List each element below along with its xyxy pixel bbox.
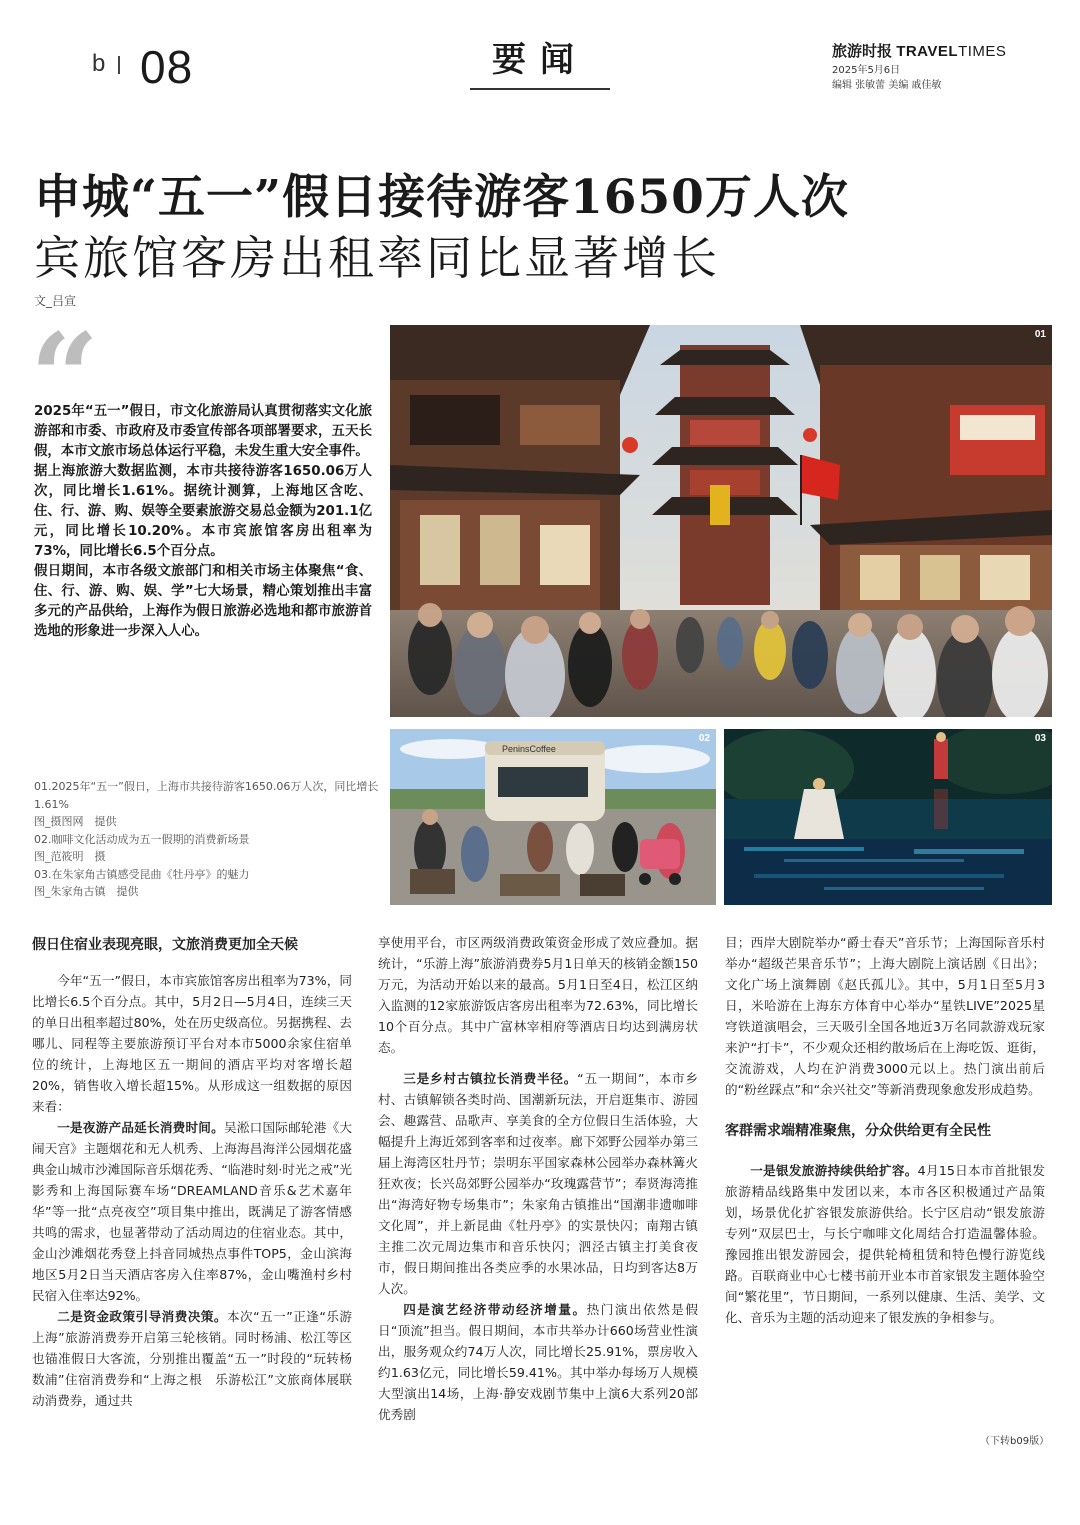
body-paragraph	[378, 1068, 698, 1299]
paragraph-text: 4月15日本市首批银发旅游精品线路集中发团以来，本市各区积极通过产品策划，场景优化扩容银发旅游供给。长宁区启动“银发旅游专列”双层巴士，与长宁咖啡文化周结合打造温馨体验。豫园推出银发游园会，提供轮椅租赁和特色慢行游览线路。百联商业中心七楼书前开业本市首家银发主题体验空间“繁花里”，节日期间，一系列以健康、生活、美学、文化、音乐为主题的活动迎来了银发族的争相参与。	[725, 1163, 1046, 1325]
quote-mark-icon: “	[30, 307, 100, 448]
body-paragraph	[378, 1299, 698, 1425]
paragraph-lead: 四是演艺经济带动经济增量。	[403, 1302, 587, 1317]
masthead-en	[896, 43, 1006, 60]
page-separator	[118, 56, 120, 74]
masthead-en-bold: TRAVEL	[896, 43, 959, 60]
photo-captions	[34, 778, 379, 901]
body-paragraph: 享使用平台，市区两级消费政策资金形成了效应叠加。据统计，“乐游上海”旅游消费券5月1日单天的核销金额150万元，为活动开始以来的最高。5月1日至4日，松江区纳入监测的12家旅游饭店客房出租率为72.63%，同比增长10个百分点。其中广富林宰相府等酒店日均达到满房状态。	[378, 935, 698, 1055]
body-paragraph	[32, 1117, 352, 1306]
paragraph-text: 本次“五一”正逢“乐游上海”旅游消费券开启第三轮核销。同时杨浦、松江等区也锚准假日大客流，分别推出覆盖“五一”时段的“玩转杨数浦”住宿消费券和“上海之根 乐游松江”文旅商体展联动消费券，通过共	[32, 1309, 353, 1408]
headline: 申城“五一”假日接待游客1650万人次	[34, 170, 849, 225]
page-letter: b	[92, 50, 106, 77]
lead-paragraph: 2025年“五一”假日，市文化旅游局认真贯彻落实文化旅游部和市委、市政府及市委宣传部各项部署要求，五天长假，本市文旅市场总体运行平稳，未发生重大安全事件。	[34, 404, 372, 459]
paragraph-lead: 一是夜游产品延长消费时间。	[57, 1120, 224, 1135]
photo-kunqu-night	[724, 729, 1052, 905]
paragraph-lead: 一是银发旅游持续供给扩容。	[750, 1163, 918, 1178]
body-paragraph	[32, 1306, 352, 1411]
section-heading: 客群需求端精准聚焦，分众供给更有全民性	[725, 1123, 991, 1139]
masthead	[832, 40, 1006, 61]
paragraph-text: 热门演出依然是假日“顶流”担当。假日期间，本市共举办计660场营业性演出，服务观众约74万人次，同比增长25.91%，票房收入约1.63亿元，同比增长59.41%。其中举办每场万人规模大型演出14场，上海·静安戏剧节集中上演6大系列20部优秀剧	[378, 1302, 699, 1422]
paragraph-text: “五一期间”，本市乡村、古镇解锁各类时尚、国潮新玩法，开启逛集市、游园会、趣露营、品歌声、享美食的全方位假日生活体验，大幅提升上海近郊到客率和过夜率。廊下郊野公园举办第三届上海湾区牡丹节；崇明东平国家森林公园举办森林篝火狂欢夜；长兴岛郊野公园举办“玫瑰露营节”；奉贤海湾推出“海湾好物专场集市”；朱家角古镇推出“国潮非遗咖啡文化周”，并上新昆曲《牡丹亭》的实景快闪；南翔古镇主推二次元周边集市和音乐快闪；泗泾古镇主打美食夜市，假日期间推出各类应季的水果冰品，日均到客达8万人次。	[378, 1071, 698, 1296]
photo-yuyuan-street	[390, 325, 1052, 717]
photo-number: 01	[1034, 329, 1046, 340]
caption-line: 02.咖啡文化活动成为五一假期的消费新场景	[34, 832, 250, 846]
section-heading: 假日住宿业表现亮眼，文旅消费更加全天候	[32, 937, 298, 953]
body-paragraph: 今年“五一”假日，本市宾旅馆客房出租率为73%，同比增长6.5个百分点。其中，5月2日—5月4日，连续三天的单日出租率超过80%，处在历史级高位。另据携程、去哪儿、同程等主要旅游预订平台对本市5000余家住宿单位的统计，上海地区五一期间的酒店平均对客增长超20%，销售收入增长超15%。从形成这一组数据的原因来看：	[32, 973, 352, 1114]
lead-paragraph: 据上海旅游大数据监测，本市共接待游客1650.06万人次，同比增长1.61%。据统计测算，上海地区含吃、住、行、游、购、娱等全要素旅游交易总金额为201.1亿元，同比增长10.20%。本市宾旅馆客房出租率为73%，同比增长6.5个百分点。	[34, 464, 372, 559]
caption-credit: 图_范筱明 摄	[34, 850, 106, 863]
subheadline: 宾旅馆客房出租率同比显著增长	[34, 231, 720, 285]
section-title: 要闻	[492, 40, 588, 80]
photo-coffee-event	[390, 729, 716, 905]
lead-paragraphs	[34, 402, 372, 642]
page-number: 08	[140, 41, 194, 93]
lead-paragraph: 假日期间，本市各级文旅部门和相关市场主体聚焦“食、住、行、游、购、娱、学”七大场景，精心策划推出丰富多元的产品供给，上海作为假日旅游必选地和都市旅游首选地的形象进一步深入人心。	[34, 564, 372, 639]
masthead-cn: 旅游时报	[832, 43, 893, 60]
paragraph-lead: 三是乡村古镇拉长消费半径。	[403, 1071, 578, 1086]
continued-on-label: （下转b09版）	[980, 1436, 1050, 1447]
editors-credit: 编辑 张敏蕾 美编 戚佳敏	[832, 80, 942, 91]
truck-sign: PeninsCoffee	[502, 744, 556, 754]
caption-credit: 图_朱家角古镇 提供	[34, 885, 139, 898]
caption-credit: 图_摄图网 提供	[34, 815, 117, 828]
article-column-3	[725, 932, 1045, 1328]
paragraph-text: 吴淞口国际邮轮港《大闹天宫》主题烟花和无人机秀、上海海昌海洋公园烟花盛典金山城市沙滩国际音乐烟花秀、“临港时刻·时光之戒”光影秀和上海国际赛车场“DREAMLAND音乐&艺术嘉年华”等一批“点亮夜空”项目集中推出，既满足了游客情感共鸣的需求，也显著带动了活动周边的住宿业态。其中，金山沙滩烟花秀登上抖音同城热点事件TOP5，金山滨海地区5月2日当天酒店客房入住率87%，金山嘴渔村乡村民宿入住率达92%。	[32, 1120, 352, 1303]
photo-number: 02	[698, 733, 710, 744]
caption-line: 03.在朱家角古镇感受昆曲《牡丹亭》的魅力	[34, 867, 250, 881]
issue-date: 2025年5月6日	[832, 65, 901, 76]
caption-line: 01.2025年“五一”假日，上海市共接待游客1650.06万人次，同比增长1.61%	[34, 780, 379, 811]
body-paragraph: 目；西岸大剧院举办“爵士春天”音乐节；上海国际音乐村举办“超级芒果音乐节”；上海大剧院上演话剧《日出》；文化广场上演舞剧《赵氏孤儿》。其中，5月1日至5月3日，米哈游在上海东方体育中心举办“星铁LIVE”2025星穹铁道演唱会，三天吸引全国各地近3万名同款游戏玩家来沪“打卡”，不少观众还相约散场后在上海吃饭、逛街，交流游戏，人均在沪消费3000元以上。热门演出前后的“粉丝踩点”和“余兴社交”等新消费现象愈发形成趋势。	[725, 935, 1045, 1097]
photo-number: 03	[1034, 733, 1046, 744]
paragraph-lead: 二是资金政策引导消费决策。	[57, 1309, 227, 1324]
body-paragraph	[725, 1160, 1045, 1328]
article-column-2	[378, 932, 698, 1425]
section-underline	[470, 88, 610, 90]
byline: 文_吕宣	[34, 294, 77, 308]
masthead-en-thin: TIMES	[958, 43, 1007, 60]
article-column-1	[32, 934, 352, 1411]
